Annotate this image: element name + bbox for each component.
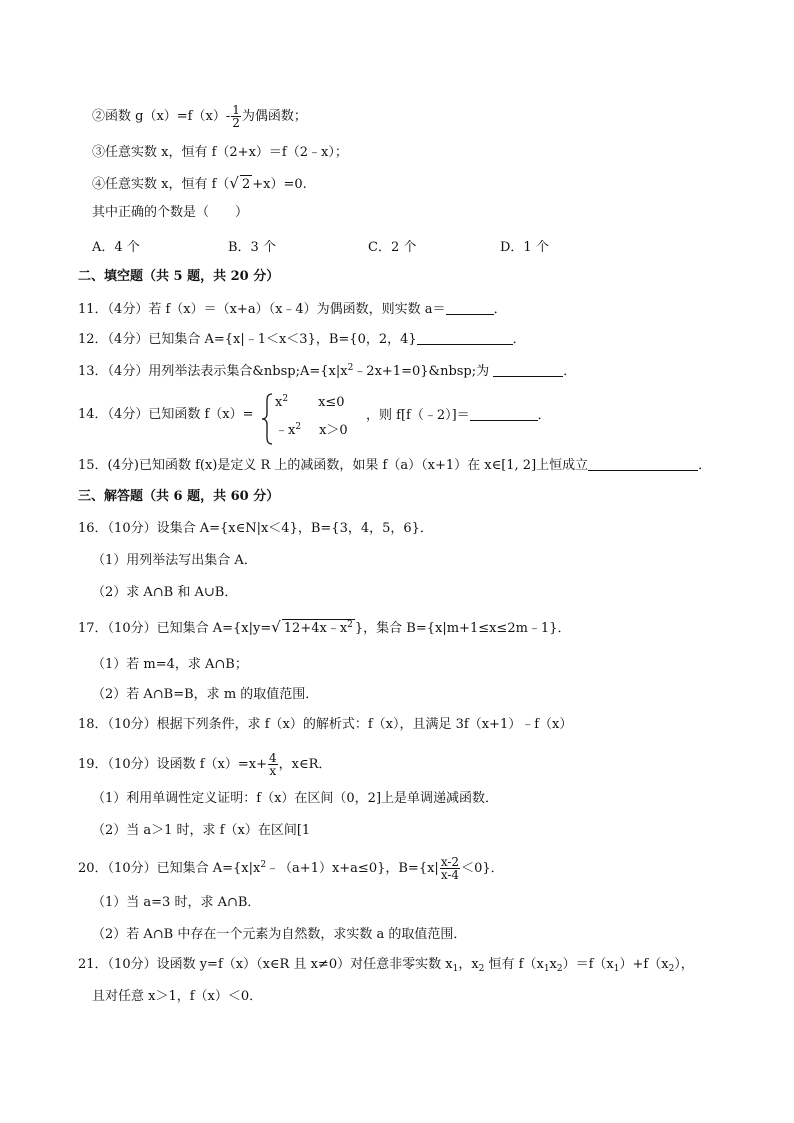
q15-answer-blank [588,456,698,471]
q20-stem: 20．（10分）已知集合 $A=\{x|x^2﹣(a+1)x+a\le 0\}$，B={x| $\frac{x-2}{x-4}$ ＜0}． [78,855,504,882]
q20-fraction: $\frac{x-2}{x-4}$ [440,855,460,882]
q19-stem: 19．（10分）设函数 f（x）=x+ $\frac{4}{x}$ ，x∈R． [78,751,332,778]
section3-heading: 三、解答题（共 6 题，共 60 分） [78,489,280,504]
left-brace-icon [260,392,274,446]
q14-brace [260,392,274,450]
q11: 11．（4分）若 f（x）＝（x+a）（x﹣4）为偶函数，则实数 a＝ ． [78,302,507,317]
q15: 15．(4分)已知函数 f(x)是定义 R 上的减函数，如果 f（a）（x+1）在 x∈[1, 2]上恒成立 ． [78,458,712,473]
q19-part2: （2）当 a＞1 时，求 f（x）在区间[1 [92,823,311,838]
q10-item3: ③任意实数 x，恒有 f（2+x）＝f（2﹣x）； [92,145,348,160]
q10-option-b: B．3 个 [228,240,276,255]
q10-option-a: A．4 个 [92,240,140,255]
q13-answer-blank [493,362,563,377]
q10-question: 其中正确的个数是（ ） [92,205,249,220]
q19-fraction: $\frac{4}{x}$ [268,751,277,778]
q20-part2: （2）若 A∩B 中存在一个元素为自然数，求实数 a 的取值范围． [92,927,467,942]
q16-stem: 16．（10分）设集合 A={x∈N|x＜4}，B={3，4，5，6}． [78,521,433,536]
q14-answer-blank [470,406,538,421]
q20-part1: （1）当 a=3 时，求 A∩B． [92,895,261,910]
q13: 13．（4分）用列举法表示集合$\&nbsp;A=\{x|x^2﹣2x+1=0\}\&nbsp$;为 ． [78,363,577,379]
q12-answer-blank [417,330,513,345]
q17-stem: 17．（10分）已知集合 A={x|y=√ $12+4x﹣x^2$ }，集合 B={x|m+1≤x≤2m﹣1}． [78,618,571,636]
q10-option-d: D．1 个 [500,240,549,255]
sqrt-icon: √ [271,618,281,636]
q10-option-c: C．2 个 [368,240,417,255]
q21-line1: 21．（10分）设函数 y=f（x）（x∈R 且 x≠0）对任意非零实数 $x_1$，$x_2$ 恒有 $f(x_1x_2)=f(x_1)+f(x_2)$， [78,957,694,974]
q14-suffix: ，则 f[f（﹣2）]＝ ． [366,408,551,423]
q16-part2: （2）求 A∩B 和 A∪B． [92,585,238,600]
q11-answer-blank [446,300,494,315]
q10-item2-fraction: $\frac{1}{2}$ [232,103,240,130]
q10-item4: ④任意实数 x，恒有 f（√ 2 +x）=0. [92,174,307,192]
section2-heading: 二、填空题（共 5 题，共 20 分） [78,269,280,284]
q17-part2: （2）若 A∩B=B，求 m 的取值范围． [92,687,319,702]
q14-prefix: 14．（4分）已知函数 f（x）= [78,407,254,422]
q12: 12．（4分）已知集合 A={x|﹣1＜x＜3}，B={0，2，4} ． [78,332,526,347]
q16-part1: （1）用列举法写出集合 A． [92,553,257,568]
q14-case2: $﹣x^2$ x＞0 [275,422,348,438]
q18: 18．（10分）根据下列条件，求 f（x）的解析式：f（x），且满足 3f（x+1）﹣f（x） [78,717,573,732]
sqrt-icon: √ [229,174,239,192]
q17-part1: （1）若 m=4，求 A∩B； [92,657,248,672]
q21-line2: 且对任意 x＞1，f（x）＜0． [92,989,263,1004]
q10-item2: ②函数 g（x）=f（x）- $\frac{1}{2}$ 为偶函数； [92,103,307,130]
q19-part1: （1）利用单调性定义证明：f（x）在区间（0，2]上是单调递减函数． [92,791,499,806]
q14-case1: $x^2$ x≤0 [275,394,345,410]
